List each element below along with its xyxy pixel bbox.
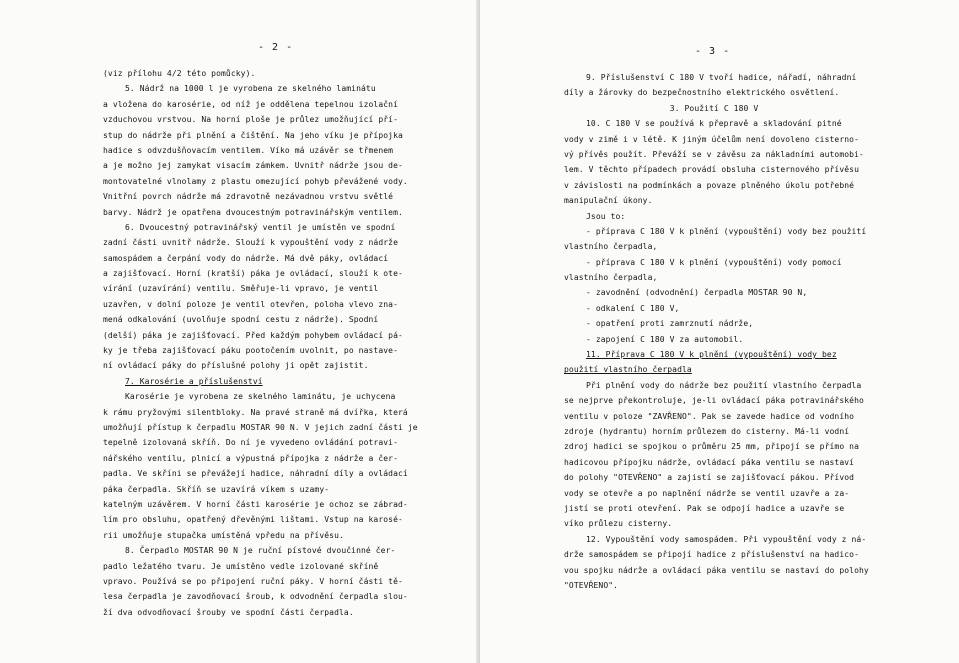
text-line: vzduchovou vrstvou. Na horní ploše je průlez umožňující pří-	[103, 115, 398, 125]
text-line: jistí se proti otevření. Pak se odpojí hadice a uzavře se	[564, 503, 845, 513]
text-line: a je možno jej zamykat visacím zámkem. Uvnitř nádrže jsou de-	[103, 161, 403, 171]
text-line: zdroj hadici se spojkou o průměru 25 mm, připojí se přímo na	[564, 442, 859, 452]
list-item: - příprava C 180 V k plnění (vypouštění) vody pomocí	[586, 257, 842, 267]
text-line: lím pro obsluhu, opatřený dřevěnými lištami. Vstup na karosé-	[103, 515, 403, 525]
section-11-heading: 11. Příprava C 180 V k plnění (vypouštění) vody bez	[586, 350, 837, 360]
text-line: mená odkalování (uvolňuje spodní cestu z nádrže). Spodní	[103, 315, 379, 325]
text-line: nářského ventilu, plnicí a výpustná přípojka z nádrže a čer-	[103, 453, 398, 463]
text-line: víko průlezu cisterny.	[564, 519, 673, 529]
text-line: a vložena do karosérie, od níž je oddělena tepelnou izolační	[103, 99, 398, 109]
text-line: ventilu v poloze "ZAVŘENO". Pak se zavede hadice od vodního	[564, 411, 855, 421]
section-6-heading-line: 6. Dvoucestný potravinářský ventil je umístěn ve spodní	[125, 222, 396, 232]
text-line: zadní části uvnitř nádrže. Slouží k vypouštění vody z nádrže	[103, 238, 398, 248]
section-8-heading-line: 8. Čerpadlo MOSTAR 90 N je ruční pístové dvoučinné čer-	[125, 546, 396, 556]
text-line: ky je třeba zajišťovací páku pootočením uvolnit, po nastave-	[103, 346, 398, 356]
right-page	[480, 0, 959, 663]
text-line: v závislosti na podmínkách a povaze plněného úkolu potřebné	[564, 180, 855, 190]
text-line: hadice s odvzdušňovacím ventilem. Víko má uzávěr se třmenem	[103, 145, 394, 155]
text-line: manipulační úkony.	[564, 196, 653, 206]
list-item: - odkalení C 180 V,	[586, 303, 680, 313]
text-line: stup do nádrže při plnění a čištění. Na jeho víku je přípojka	[103, 130, 403, 140]
text-line: Karosérie je vyrobena ze skelného laminátu, je uchycena	[125, 392, 396, 402]
text-line: katelným uzávěrem. V horní části karosérie je ochoz se zábrad-	[103, 499, 408, 509]
text-line: uzavřen, v dolní poloze je ventil otevřen, poloha vlevo zna-	[103, 299, 398, 309]
text-line: Jsou to:	[586, 211, 626, 221]
text-line: k rámu pryžovými silentbloky. Na pravé straně má dvířka, která	[103, 407, 408, 417]
text-line: padla. Ve skříni se převážejí hadice, náhradní díly a ovládací	[103, 469, 408, 479]
section-11-heading-continuation: použití vlastního čerpadla	[564, 365, 692, 375]
left-page-text	[103, 66, 418, 620]
text-line: do polohy "OTEVŘENO" a zajistí se zajišťovací pákou. Přívod	[564, 473, 855, 483]
text-line: rii umožňuje stupačka umístěná vpředu na přívěsu.	[103, 530, 344, 540]
text-line: ží dva odvodňovací šrouby ve spodní části čerpadla.	[103, 607, 354, 617]
section-12-heading-line: 12. Vypouštění vody samospádem. Při vypouštění vody z ná-	[586, 534, 867, 544]
list-item-continuation: vlastního čerpadla,	[564, 242, 658, 252]
list-item: - opatření proti zamrznutí nádrže,	[586, 319, 754, 329]
list-item: - příprava C 180 V k plnění (vypouštění) vody bez použití	[586, 226, 867, 236]
text-line: zdroje (hydrantu) horním průlezem do cisterny. Má-li vodní	[564, 426, 850, 436]
text-line: díly a žárovky do bezpečnostního elektrického osvětlení.	[564, 88, 840, 98]
section-9-heading-line: 9. Příslušenství C 180 V tvoří hadice, nářadí, náhradní	[586, 73, 857, 82]
text-line: ní ovládací páky do příslušné polohy ji opět zajistit.	[103, 361, 369, 371]
text-line: vou spojku nádrže a ovládací páka ventilu se nastaví do polohy	[564, 565, 869, 575]
text-line: Při plnění vody do nádrže bez použití vlastního čerpadla	[586, 380, 862, 390]
text-line: drže samospádem se připojí hadice z příslušenství na hadico-	[564, 550, 859, 560]
text-line: umožňují přístup k čerpadlu MOSTAR 90 N. V jejich zadní části je	[103, 422, 418, 432]
list-item-continuation: vlastního čerpadla,	[564, 273, 658, 283]
text-line: lem. V těchto případech provádí obsluha cisternového přívěsu	[564, 165, 859, 175]
text-line: Vnitřní povrch nádrže má zdravotně nezávadnou vrstvu světlé	[103, 192, 394, 202]
text-line: samospádem a čerpání vody do nádrže. Má dvě páky, ovládací	[103, 253, 389, 263]
list-item: - zapojení C 180 V za automobil.	[586, 334, 744, 344]
section-10-heading-line: 10. C 180 V se používá k přepravě a skladování pitné	[586, 119, 842, 129]
text-line: vírání (uzavírání) ventilu. Směřuje-li vpravo, je ventil	[103, 284, 379, 294]
text-line: (viz přílohu 4/2 této pomůcky).	[103, 69, 256, 78]
section-7-heading: 7. Karosérie a příslušenství	[125, 376, 263, 386]
text-line: padlo ležatého tvaru. Je umístěno vedle izolované skříně	[103, 561, 379, 571]
page-number: - 2 -	[258, 42, 294, 53]
text-line: se nejprve překontroluje, je-li ovládací páka potravinářského	[564, 396, 864, 406]
text-line: lesa čerpadla je zavodňovací šroub, k odvodnění čerpadla slou-	[103, 592, 408, 602]
text-line: a zajišťovací. Horní (kratší) páka je ovládací, slouží k ote-	[103, 269, 403, 279]
text-line: tepelně izolovaná skříň. Do ní je vyvedeno ovládání potravi-	[103, 438, 398, 448]
chapter-heading: 3. Použití C 180 V	[669, 103, 759, 113]
text-line: barvy. Nádrž je opatřena dvoucestným potravinářským ventilem.	[103, 207, 403, 217]
text-line: páka čerpadla. Skříň se uzavírá víkem s uzamy-	[103, 484, 330, 494]
text-line: vpravo. Používá se po připojení ruční páky. V horní části tě-	[103, 576, 403, 586]
text-line: "OTEVŘENO".	[564, 580, 619, 590]
text-line: (delší) páka je zajišťovací. Před každým pohybem ovládací pá-	[103, 330, 403, 340]
text-line: vý přívěs použít. Převáží se v závěsu za nákladními automobi-	[564, 149, 864, 159]
list-item: - zavodnění (odvodnění) čerpadla MOSTAR 90 N,	[586, 288, 808, 298]
text-line: hadicovou přípojku nádrže, ovládací páka ventilu se nastaví	[564, 457, 855, 467]
section-5-heading-line: 5. Nádrž na 1000 l je vyrobena ze skelného laminátu	[125, 84, 376, 94]
text-line: montovatelné vlnolamy z plastu omezující pohyb převážené vody.	[103, 176, 408, 186]
page-number: - 3 -	[695, 46, 731, 57]
text-line: vody v zimě i v létě. K jiným účelům není dovoleno cisterno-	[564, 134, 859, 144]
text-line: vody se otevře a po naplnění nádrže se ventil uzavře a za-	[564, 488, 850, 498]
right-page-text	[564, 70, 869, 593]
